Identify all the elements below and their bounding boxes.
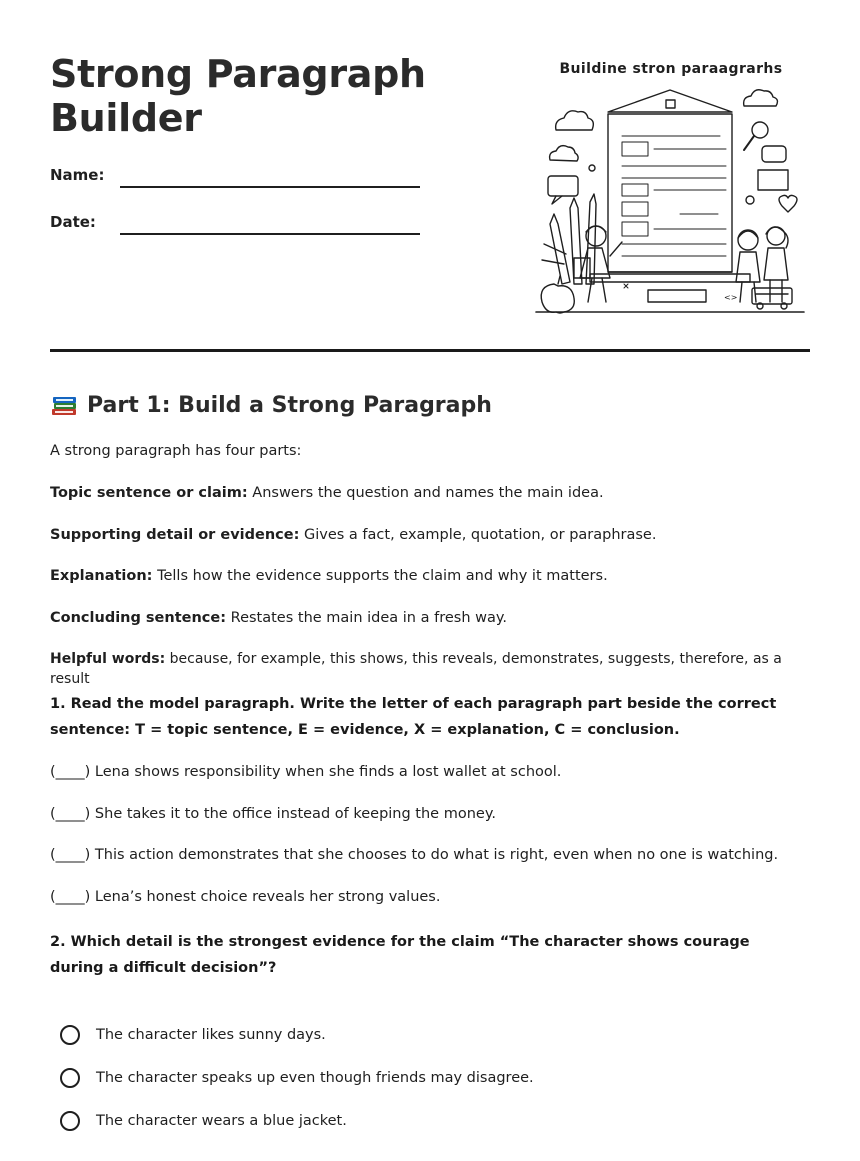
part-definition [50, 608, 820, 628]
q1-sentence-text: Lena shows responsibility when she finds a lost wallet at school. [90, 764, 562, 780]
q2-option-label: The character likes sunny days. [96, 1027, 326, 1043]
answer-blank[interactable]: (____) [50, 847, 91, 863]
part-term: Topic sentence or claim: [50, 485, 248, 501]
school-building-icon [530, 84, 810, 316]
date-label: Date: [50, 213, 96, 231]
q2-option[interactable] [60, 1022, 326, 1048]
answer-blank[interactable]: (____) [50, 764, 91, 780]
header-divider [50, 349, 810, 352]
name-label: Name: [50, 166, 105, 184]
answer-blank[interactable]: (____) [50, 889, 91, 905]
part-definition [50, 525, 820, 545]
radio-circle-icon[interactable] [60, 1111, 80, 1131]
bus-icon [752, 288, 792, 309]
part-desc: Answers the question and names the main idea. [247, 485, 604, 501]
intro-text: A strong paragraph has four parts: [50, 443, 302, 459]
part-term: Explanation: [50, 568, 153, 584]
q1-sentence [50, 845, 820, 865]
q1-sentence-text: This action demonstrates that she chooses to do what is right, even when no one is watching. [90, 847, 779, 863]
date-line[interactable] [120, 233, 420, 235]
q1-sentence [50, 804, 820, 824]
q2-option[interactable] [60, 1065, 534, 1091]
name-line[interactable] [120, 186, 420, 188]
radio-circle-icon[interactable] [60, 1025, 80, 1045]
part-term: Concluding sentence: [50, 610, 227, 626]
part-definition [50, 483, 820, 503]
q2-option-label: The character speaks up even though friends may disagree. [96, 1070, 534, 1086]
answer-blank[interactable]: (____) [50, 806, 91, 822]
helpful-list: because, for example, this shows, this reveals, demonstrates, suggests, therefore, as a result [50, 651, 782, 687]
q1-sentence [50, 762, 820, 782]
part-term: Supporting detail or evidence: [50, 527, 300, 543]
part-desc: Tells how the evidence supports the claim and why it matters. [152, 568, 608, 584]
part1-heading-text: Part 1: Build a Strong Paragraph [87, 392, 492, 418]
part1-heading [50, 388, 492, 422]
books-icon [50, 391, 78, 419]
helpful-label: Helpful words: [50, 651, 166, 667]
part-desc: Restates the main idea in a fresh way. [226, 610, 507, 626]
radio-circle-icon[interactable] [60, 1068, 80, 1088]
helpful-words [50, 649, 820, 689]
part-desc: Gives a fact, example, quotation, or paraphrase. [299, 527, 657, 543]
page-title: Strong Paragraph Builder [50, 52, 426, 140]
q1-sentence-text: Lena’s honest choice reveals her strong values. [90, 889, 441, 905]
pencils-icon [542, 194, 596, 284]
q2-option-label: The character wears a blue jacket. [96, 1113, 347, 1129]
q2-option[interactable] [60, 1108, 347, 1134]
svg-text:<>: <> [724, 293, 738, 302]
question-2-prompt: 2. Which detail is the strongest evidence for the claim “The character shows courage during a difficult decision”? [50, 934, 750, 976]
q1-sentence [50, 887, 820, 907]
question-1-prompt: 1. Read the model paragraph. Write the letter of each paragraph part beside the correct sentence: T = topic sentence, E = evidence, X = explanation, C = conclusion. [50, 696, 777, 738]
illustration-caption: Buildine stron paraagrarhs [559, 61, 783, 77]
q1-sentence-text: She takes it to the office instead of keeping the money. [90, 806, 496, 822]
part-definition [50, 566, 820, 586]
